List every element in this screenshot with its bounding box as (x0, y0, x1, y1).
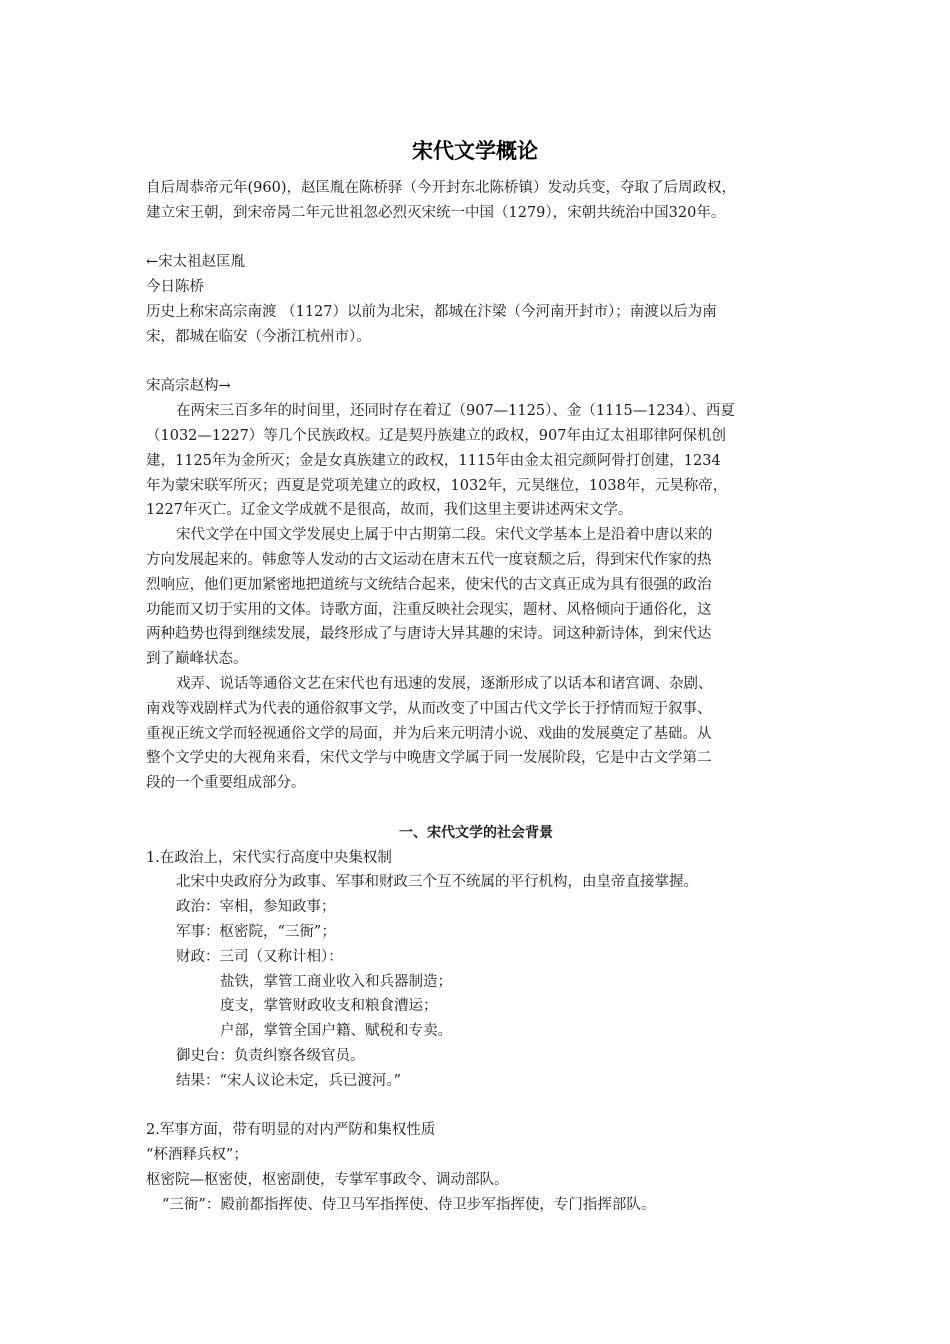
blank-line (146, 1093, 806, 1118)
section-heading: 一、宋代文学的社会背景 (399, 824, 553, 841)
military-item: 军事：枢密院，“三衙”； (176, 923, 336, 940)
intro-line-1: 自后周恭帝元年(960)，赵匡胤在陈桥驿（今开封东北陈桥镇）发动兵变，夺取了后周政权， (146, 180, 736, 196)
document-body (146, 176, 806, 1217)
north-south-line-2: 宋，都城在临安（今浙江杭州市）。 (146, 328, 371, 345)
sanya-item: “三衙”：殿前都指挥使、侍卫马军指挥使、侍卫步军指挥使，专门指挥部队。 (162, 1196, 656, 1213)
document-title: 宋代文学概论 (412, 139, 538, 163)
development-line: 烈响应，他们更加紧密地把道统与文统结合起来，使宋代的古文真正成为具有很强的政治 (146, 576, 712, 593)
caption-zhao-kuangyin: ←宋太祖赵匡胤 (146, 254, 246, 271)
finance-item: 财政：三司（又称计相）： (176, 948, 343, 965)
point-1-intro: 北宋中央政府分为政事、军事和财政三个互不统属的平行机构，由皇帝直接掌握。 (176, 874, 698, 891)
caption-gaozong: 宋高宗赵构→ (146, 378, 231, 395)
shumi-item: 枢密院—枢密使，枢密副使，专掌军事政令、调动部队。 (146, 1171, 509, 1188)
censor-item: 御史台：负责纠察各级官员。 (176, 1047, 365, 1064)
coexist-line: 年为蒙宋联军所灭；西夏是党项羌建立的政权，1032年，元昊继位，1038年，元昊称帝， (146, 477, 728, 494)
north-south-line-1: 历史上称宋高宗南渡 （1127）以前为北宋，都城在汴梁（今河南开封市）；南渡以后为南 (146, 303, 717, 320)
wine-item: “杯酒释兵权”； (146, 1147, 248, 1164)
blank-line (146, 226, 806, 251)
blank-line (146, 350, 806, 375)
caption-chenqiao: 今日陈桥 (146, 279, 204, 296)
development-line: 到了巅峰状态。 (146, 651, 248, 668)
hubu-item: 户部，掌管全国户籍、赋税和专卖。 (220, 1023, 452, 1040)
coexist-line: 在两宋三百多年的时间里，还同时存在着辽（907—1125）、金（1115—1234）、西夏 (176, 403, 735, 420)
popular-line: 重视正统文学而轻视通俗文学的局面，并为后来元明清小说、戏曲的发展奠定了基础。从 (146, 725, 712, 742)
salt-iron-item: 盐铁，掌管工商业收入和兵器制造； (220, 973, 452, 990)
popular-line: 戏弄、说话等通俗文艺在宋代也有迅速的发展，逐渐形成了以话本和诸宫调、杂剧、 (176, 675, 713, 692)
popular-line: 南戏等戏剧样式为代表的通俗叙事文学，从而改变了中国古代文学长于抒情而短于叙事、 (146, 700, 712, 717)
coexist-line: 1227年灭亡。辽金文学成就不是很高，故而，我们这里主要讲述两宋文学。 (146, 502, 633, 519)
popular-line: 段的一个重要组成部分。 (146, 775, 306, 792)
coexist-line: 建，1125年为金所灭；金是女真族建立的政权，1115年由金太祖完颜阿骨打创建，1234 (146, 452, 721, 469)
duzhi-item: 度支，掌管财政收支和粮食漕运； (220, 998, 438, 1015)
point-1-heading: 1.在政治上，宋代实行高度中央集权制 (146, 849, 392, 866)
development-line: 功能而又切于实用的文体。诗歌方面，注重反映社会现实，题材、风格倾向于通俗化，这 (146, 601, 712, 618)
blank-line (146, 796, 806, 821)
popular-line: 整个文学史的大视角来看，宋代文学与中晚唐文学属于同一发展阶段，它是中古文学第二 (146, 750, 712, 767)
development-line: 宋代文学在中国文学发展史上属于中古期第二段。宋代文学基本上是沿着中唐以来的 (176, 527, 713, 544)
development-line: 两种趋势也得到继续发展，最终形成了与唐诗大异其趣的宋诗。词这种新诗体，到宋代达 (146, 626, 712, 643)
coexist-line: （1032—1227）等几个民族政权。辽是契丹族建立的政权，907年由辽太祖耶律阿保机创 (146, 427, 726, 444)
result-item: 结果：“宋人议论未定，兵已渡河。” (176, 1072, 402, 1089)
point-2-heading: 2.军事方面，带有明显的对内严防和集权性质 (146, 1122, 436, 1139)
politics-item: 政治：宰相，参知政事； (176, 899, 336, 916)
intro-line-2: 建立宋王朝，到宋帝昺二年元世祖忽必烈灭宋统一中国（1279），宋朝共统治中国320年。 (146, 204, 726, 221)
development-line: 方向发展起来的。韩愈等人发动的古文运动在唐末五代一度衰颓之后，得到宋代作家的热 (146, 551, 712, 568)
